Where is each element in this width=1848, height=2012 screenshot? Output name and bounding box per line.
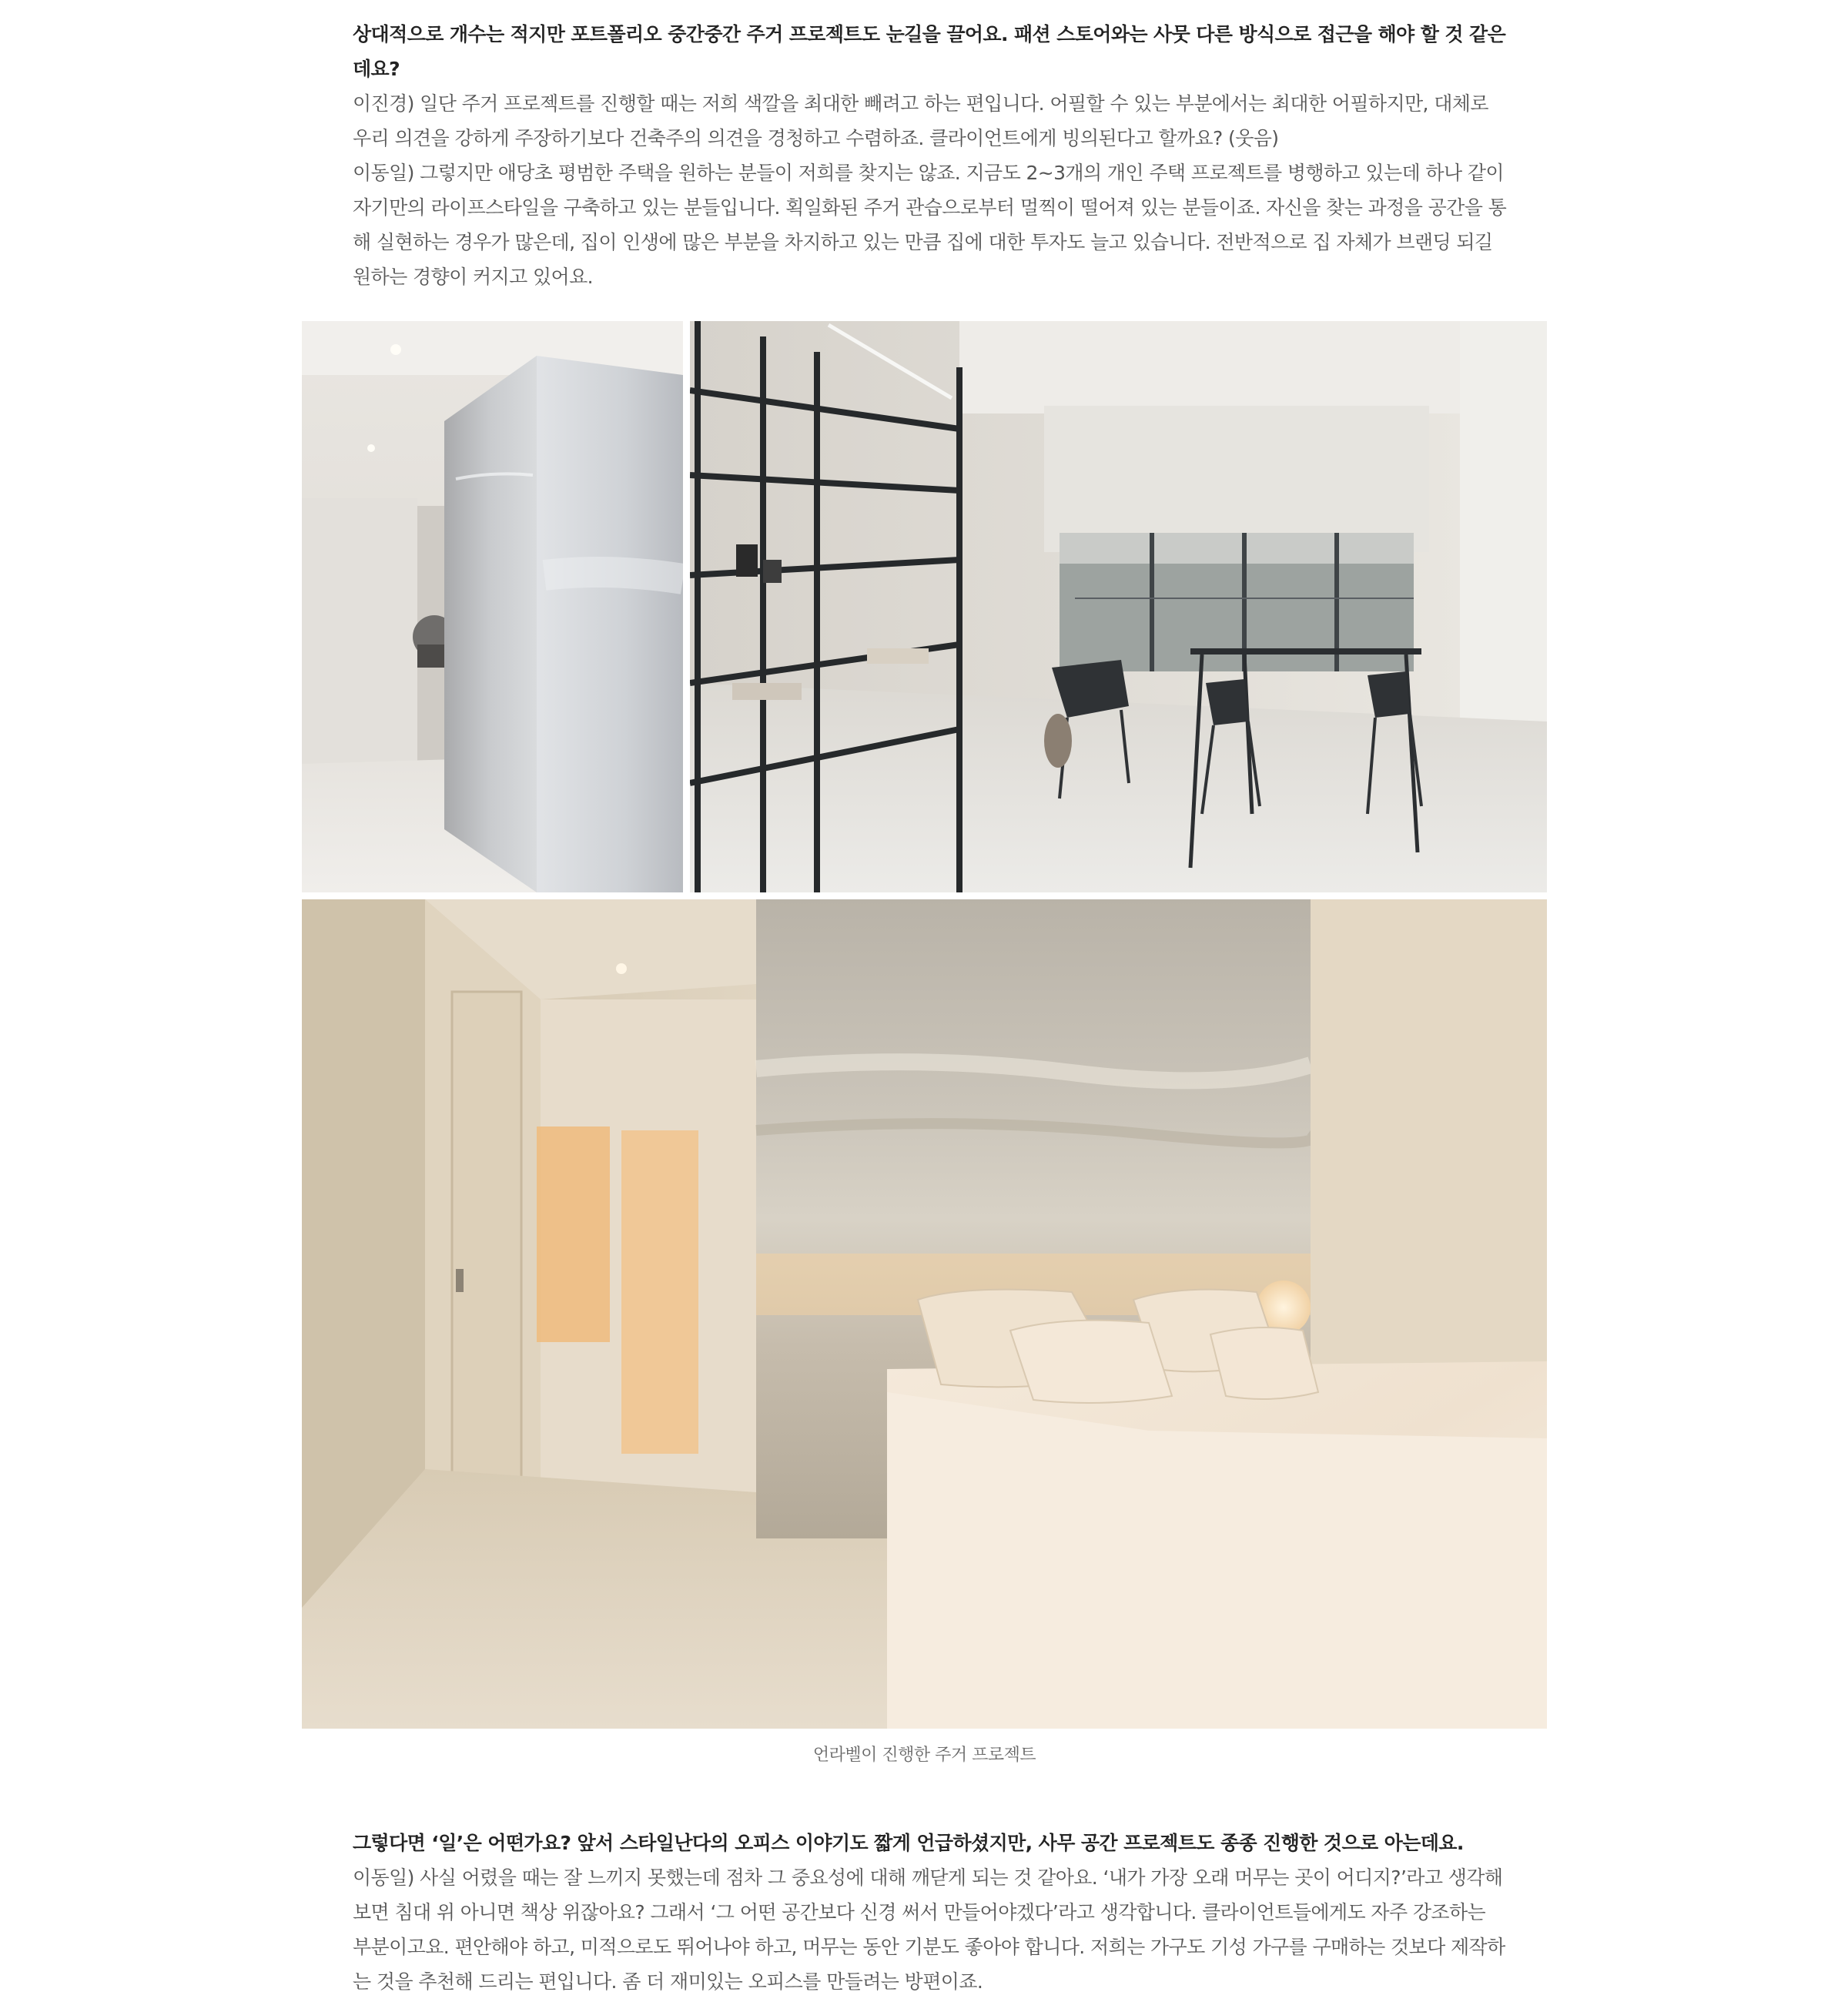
article-section-office <box>353 1826 1508 1999</box>
interview-answer: 이동일) 사실 어렸을 때는 잘 느끼지 못했는데 점차 그 중요성에 대해 깨닫게 되는 것 같아요. ‘내가 가장 오래 머무는 곳이 어디지?’라고 생각해보면 침대 위 아니면 책상 위잖아요? 그래서 ‘그 어떤 공간보다 신경 써서 만들어야겠다’라고 생각합니다. 클라이언트들에게도 자주 강조하는 부분이고요. 편안해야 하고, 미적으로도 뛰어나야 하고, 머무는 동안 기분도 좋아야 합니다. 저희는 가구도 기성 가구를 구매하는 것보다 제작하는 것을 추천해 드리는 편입니다. 좀 더 재미있는 오피스를 만들려는 방편이죠. <box>353 1866 1505 1993</box>
interview-answer: 이동일) 그렇지만 애당초 평범한 주택을 원하는 분들이 저희를 찾지는 않죠. 지금도 2~3개의 개인 주택 프로젝트를 병행하고 있는데 하나 같이 자기만의 라이프스타일을 구축하고 있는 분들입니다. 획일화된 주거 관습으로부터 멀찍이 떨어져 있는 분들이죠. 자신을 찾는 과정을 공간을 통해 실현하는 경우가 많은데, 집이 인생에 많은 부분을 차지하고 있는 만큼 집에 대한 투자도 늘고 있습니다. 전반적으로 집 자체가 브랜딩 되길 원하는 경향이 커지고 있어요. <box>353 162 1507 288</box>
photo-bedroom <box>302 899 1547 1729</box>
photo-metal-partition <box>302 321 683 892</box>
photo-shelf-dining <box>690 321 1547 892</box>
photo-caption: 언라벨이 진행한 주거 프로젝트 <box>812 1746 1036 1765</box>
interview-answer: 이진경) 일단 주거 프로젝트를 진행할 때는 저희 색깔을 최대한 빼려고 하는 편입니다. 어필할 수 있는 부분에서는 최대한 어필하지만, 대체로 우리 의견을 강하게 주장하기보다 건축주의 의견을 경청하고 수렴하죠. 클라이언트에게 빙의된다고 할까요? (웃음) <box>353 92 1488 149</box>
article-section-residential <box>353 17 1508 294</box>
interview-question: 상대적으로 개수는 적지만 포트폴리오 중간중간 주거 프로젝트도 눈길을 끌어요. 패션 스토어와는 사뭇 다른 방식으로 접근을 해야 할 것 같은데요? <box>353 23 1506 80</box>
interview-question: 그렇다면 ‘일’은 어떤가요? 앞서 스타일난다의 오피스 이야기도 짧게 언급하셨지만, 사무 공간 프로젝트도 종종 진행한 것으로 아는데요. <box>353 1832 1464 1854</box>
